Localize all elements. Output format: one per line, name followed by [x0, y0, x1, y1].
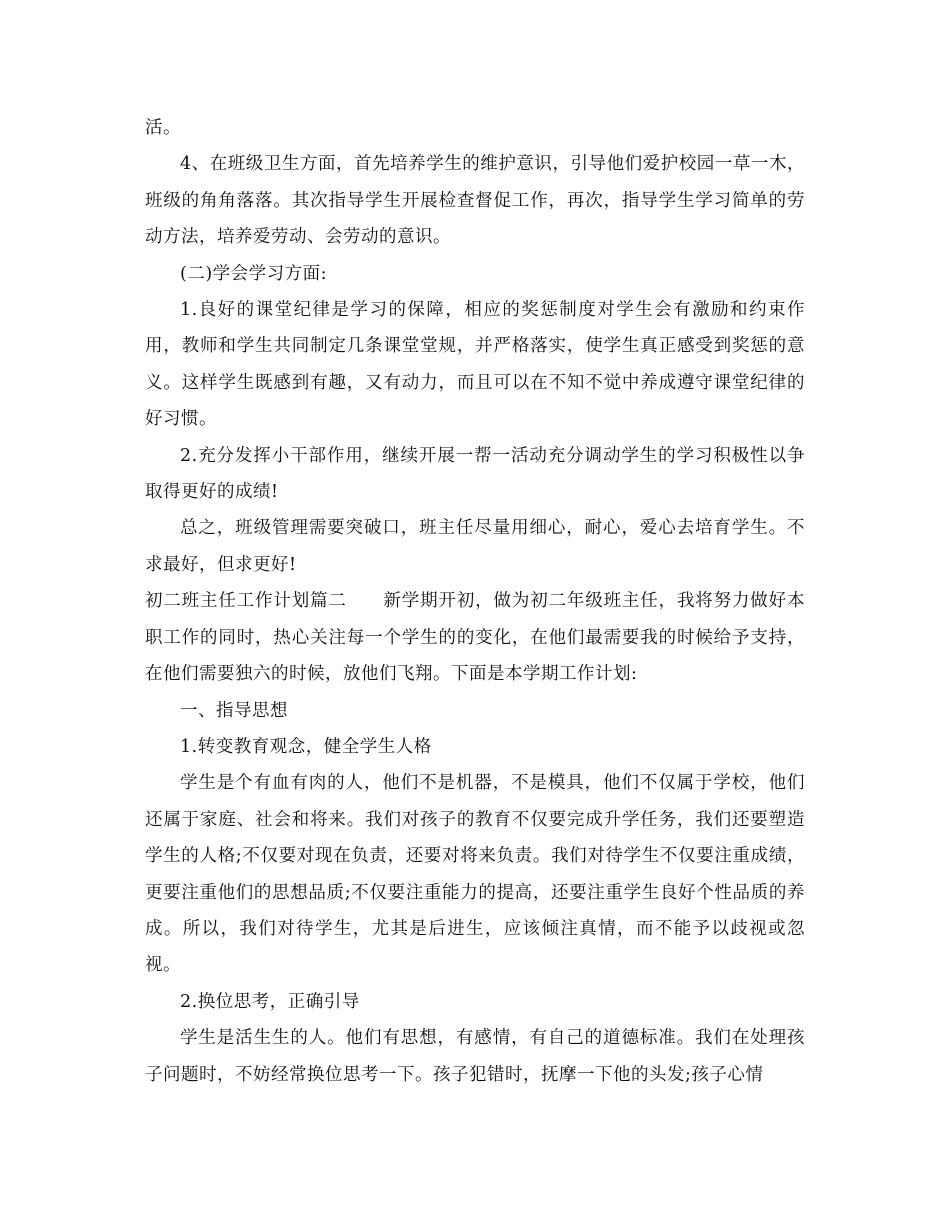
subheading-education-concept: 1.转变教育观念，健全学生人格 — [180, 736, 432, 757]
paragraph-discipline: 1.良好的课堂纪律是学习的保障，相应的奖惩制度对学生会有激励和约束作用，教师和学生共同制定几条课堂堂规，并严格落实，使学生真正感受到奖惩的意义。这样学生既感到有趣，又有动力，而且可以在不知不觉中养成遵守课堂纪律的好习惯。 — [145, 300, 805, 430]
subheading-perspective-taking: 2.换位思考，正确引导 — [180, 991, 360, 1012]
paragraph-summary: 总之，班级管理需要突破口，班主任尽量用细心，耐心，爱心去培育学生。不求最好，但求更好! — [145, 518, 805, 575]
document-body — [145, 110, 805, 1093]
paragraph-hygiene: 4、在班级卫生方面，首先培养学生的维护意识，引导他们爱护校园一草一木，班级的角角落落。其次指导学生开展检查督促工作，再次，指导学生学习简单的劳动方法，培养爱劳动、会劳动的意识。 — [145, 154, 805, 248]
paragraph-continuation: 活。 — [145, 118, 181, 138]
paragraph-plan-two-intro: 初二班主任工作计划篇二 新学期开初，做为初二年级班主任，我将努力做好本职工作的同时，热心关注每一个学生的的变化，在他们最需要我的时候给予支持，在他们需要独六的时候，放他们飞翔。下面是本学期工作计划: — [145, 591, 805, 685]
section-heading-guiding-thought: 一、指导思想 — [180, 700, 288, 721]
section-heading-learning: (二)学会学习方面: — [180, 263, 328, 284]
paragraph-living-students: 学生是活生生的人。他们有思想，有感情，有自己的道德标准。我们在处理孩子问题时，不妨经常换位思考一下。孩子犯错时，抚摩一下他的头发;孩子心情 — [145, 1028, 805, 1085]
paragraph-student-personality: 学生是个有血有肉的人，他们不是机器，不是模具，他们不仅属于学校，他们还属于家庭、社会和将来。我们对孩子的教育不仅要完成升学任务，我们还要塑造学生的人格;不仅要对现在负责，还要对将来负责。我们对待学生不仅要注重成绩，更要注重他们的思想品质;不仅要注重能力的提高，还要注重学生良好个性品质的养成。所以，我们对待学生，尤其是后进生，应该倾注真情，而不能予以歧视或忽视。 — [145, 773, 805, 976]
paragraph-cadres: 2.充分发挥小干部作用，继续开展一帮一活动充分调动学生的学习积极性以争取得更好的成绩! — [145, 445, 805, 503]
